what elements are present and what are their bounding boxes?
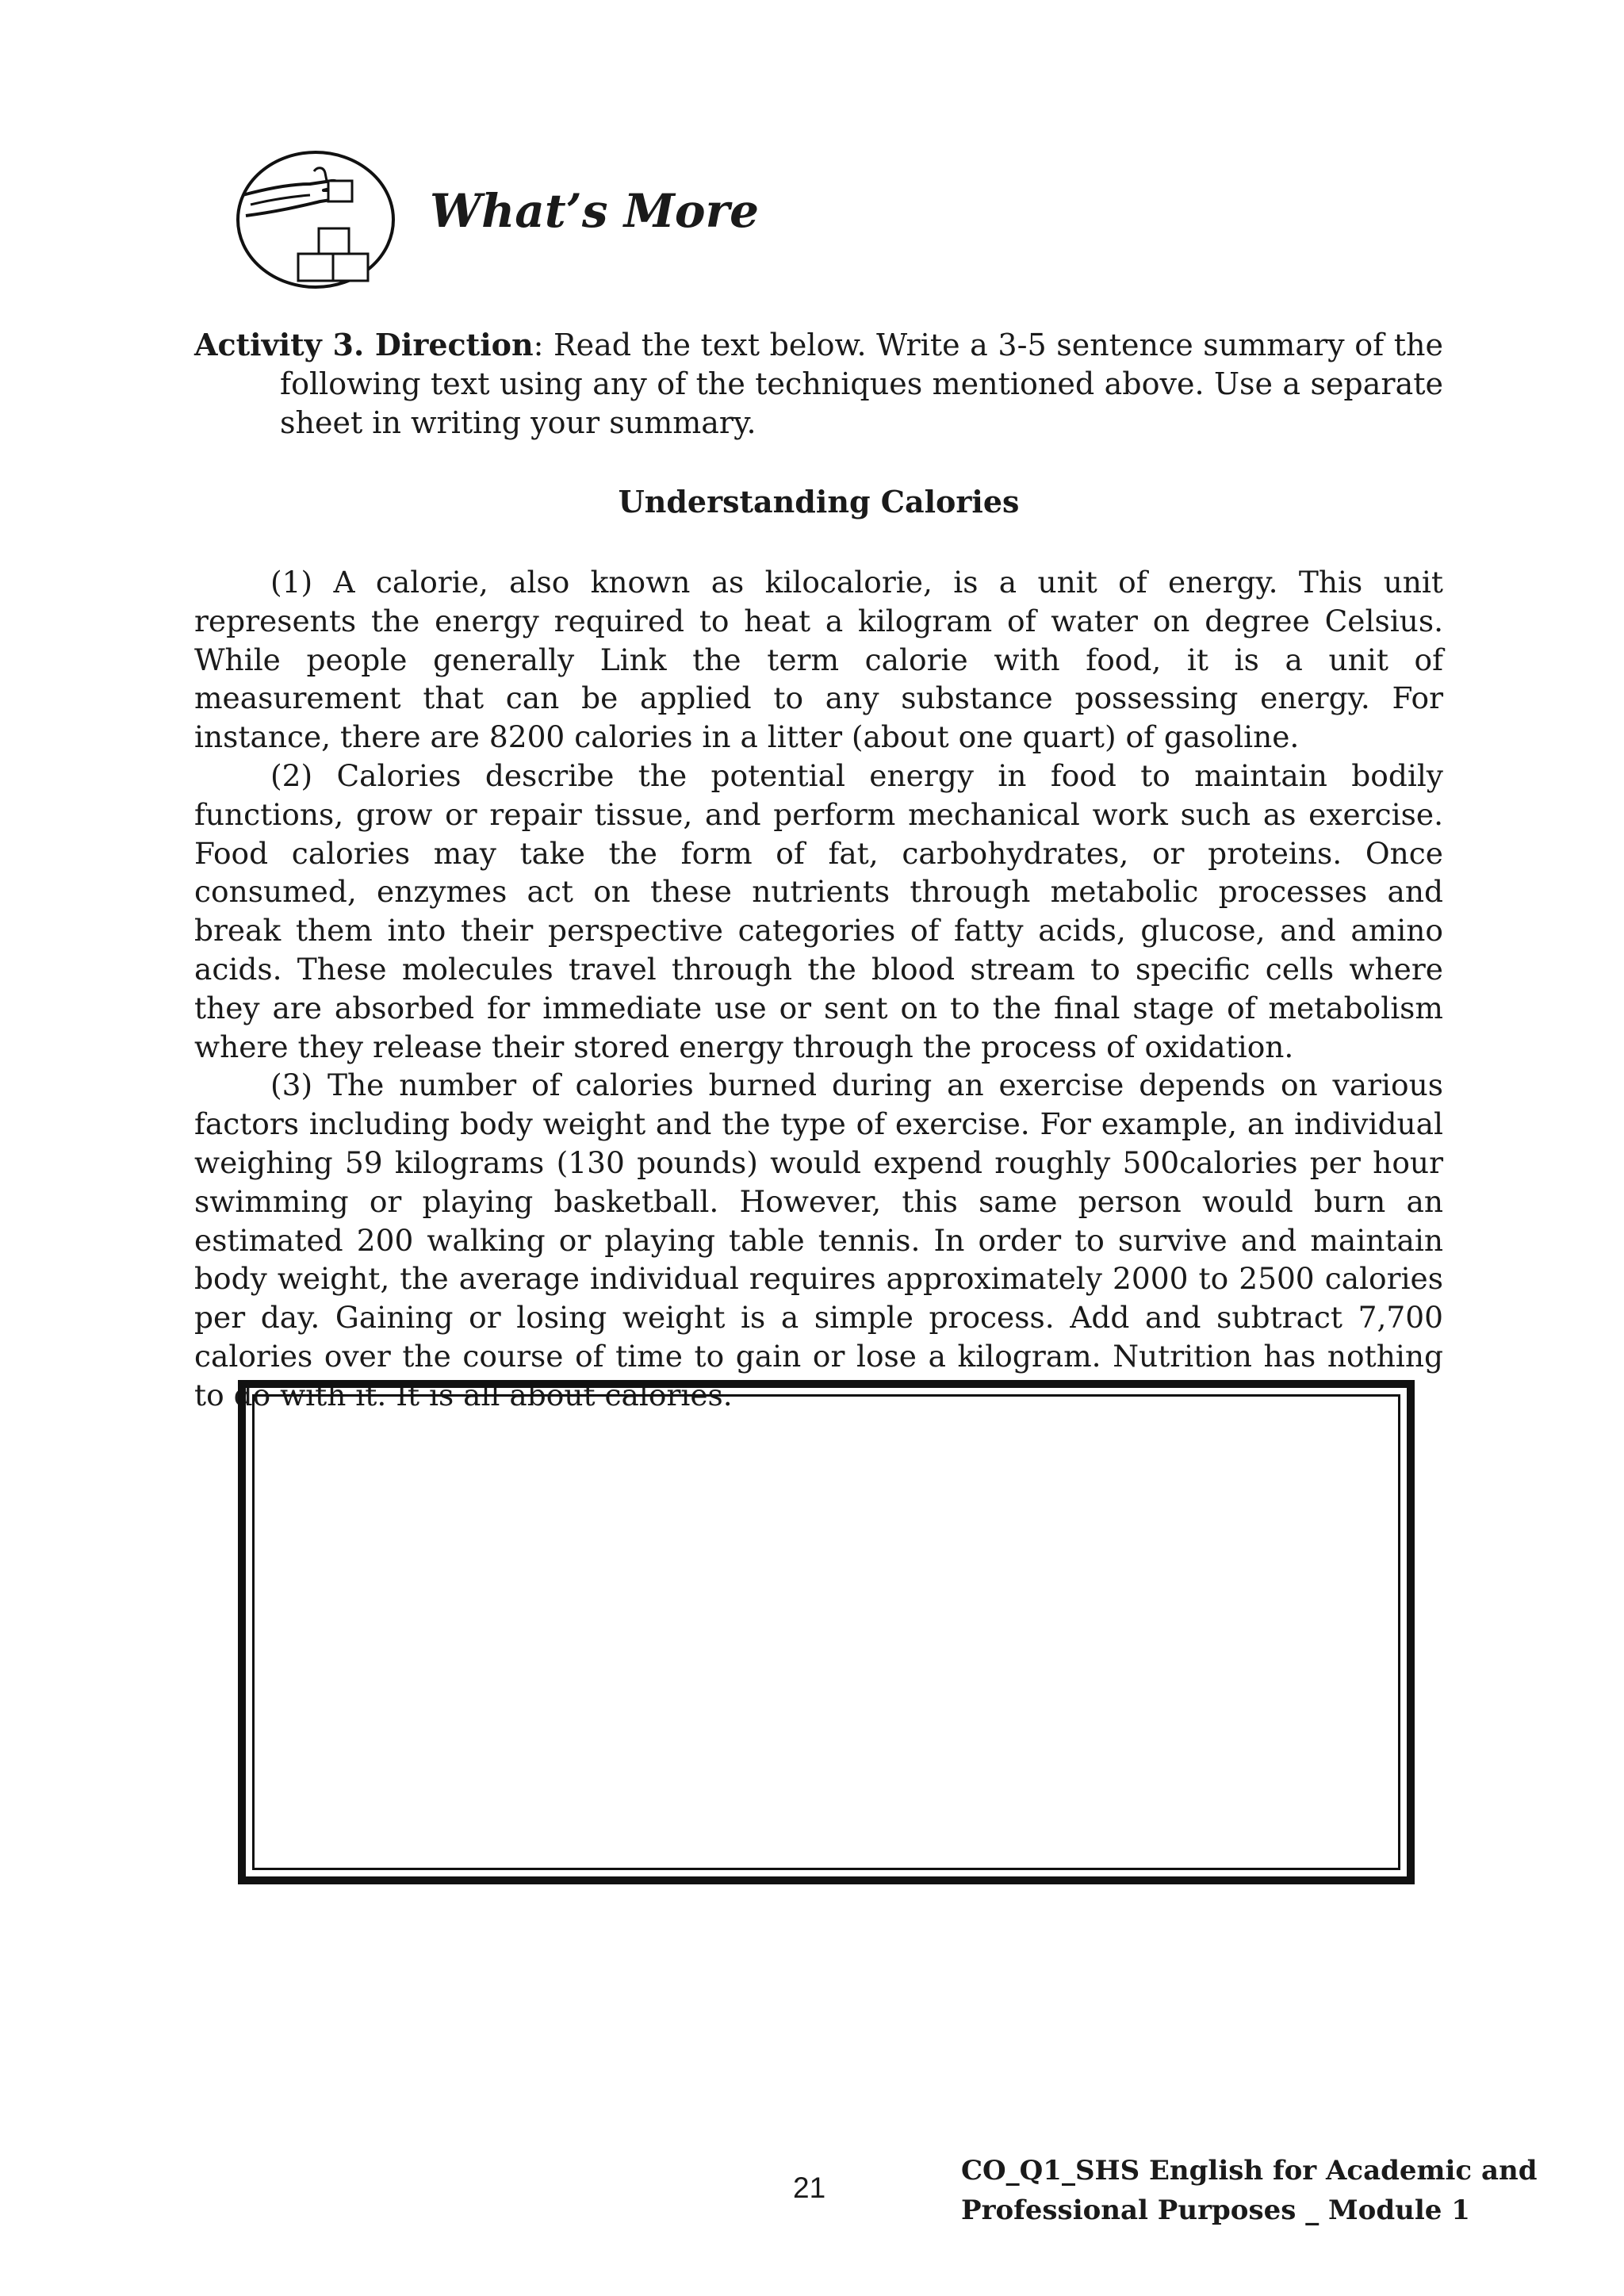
hand-stacking-blocks-icon [235,149,396,290]
reading-paragraph-2: (2) Calories describe the potential energy in food to maintain bodily functions, grow or repair tissue, and perform mechanical work such as exercise. Food calories may take the form of fat, carbohydrates, or proteins. Once consumed, enzymes act on these nutrients through metabolic processes and break them into their perspective categories of fatty acids, glucose, and amino acids. These molecules travel through the blood stream to specific cells where they are absorbed for immediate use or sent on to the final stage of metabolism where they release their stored energy through the process of oxidation. [194,757,1443,1064]
reading-paragraph-3: (3) The number of calories burned during an exercise depends on various factors including body weight and the type of exercise. For example, an individual weighing 59 kilograms (130 pounds) would expend roughly 500calories per hour swimming or playing basketball. However, this same person would burn an estimated 200 walking or playing table tennis. In order to survive and maintain body weight, the average individual requires approximately 2000 to 2500 calories per day. Gaining or losing weight is a simple process. Add and subtract 7,700 calories over the course of time to gain or lose a kilogram. Nutrition has nothing to do with it. It is all about calories. [194,1068,1443,1412]
page-number: 21 [793,2171,826,2204]
summary-answer-box-inner-border [252,1394,1400,1870]
module-code [961,2151,1537,2230]
module-code-line-1: CO_Q1_SHS English for Academic and [961,2155,1538,2187]
activity-direction [194,325,1443,443]
direction-label: Activity 3. Direction [194,327,534,362]
reading-title: Understanding Calories [618,484,1020,519]
reading-text [194,563,1443,1415]
section-title: What’s More [430,184,760,238]
module-code-line-2: Professional Purposes _ Module 1 [961,2194,1470,2226]
reading-paragraph-1: (1) A calorie, also known as kilocalorie, is a unit of energy. This unit represents the energy required to heat a kilogram of water on degree Celsius. While people generally Link the term calorie with food, it is a unit of measurement that can be applied to any substance possessing energy. For instance, there are 8200 calories in a litter (about one quart) of gasoline. [194,565,1443,755]
direction-separator: : [533,328,544,362]
direction-text: Read the text below. Write a 3-5 sentence summary of the following text using any of the techniques mentioned above. Use a separate sheet in writing your summary. [280,328,1443,440]
summary-answer-box[interactable] [238,1380,1415,1884]
